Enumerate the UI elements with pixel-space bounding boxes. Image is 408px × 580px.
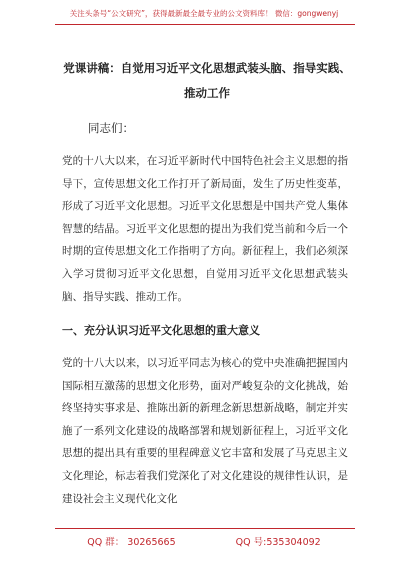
body-paragraph-1: 党的十八大以来，在习近平新时代中国特色社会主义思想的指导下，宣传思想文化工作打开了新局面，发生了历史性变革，形成了习近平文化思想。习近平文化思想是中国共产党人集体智慧的结晶。习近平文化思想的提出为我们党当前和今后一个时期的宣传思想文化工作指明了方向。新征程上，我们必须深入学习贯彻习近平文化思想，自觉用习近平文化思想武装头脑、指导实践、推动工作。 (62, 155, 348, 303)
salutation: 同志们： (88, 121, 134, 135)
footer-qq-group: QQ 群： 30265665 (87, 537, 176, 548)
footer (0, 534, 408, 548)
body-paragraph-2: 党的十八大以来，以习近平同志为核心的党中央准确把握国内国际相互激荡的思想文化形势，面对严峻复杂的文化挑战，始终坚持实事求是、推陈出新的新理念新思想新战略，制定并实施了一系列文化建设的战略部署和规划新征程上，习近平文化思想的提出具有重要的里程碑意义它丰富和发展了马克思主义文化理论，标志着我们党深化了对文化建设的规律性认识，是建设社会主义现代化文化 (62, 357, 348, 505)
header-divider (55, 24, 355, 25)
header-banner: 关注头条号“公文研究”，获得最新最全最专业的公文资料库！ 微信：gongwenyj (69, 9, 339, 18)
footer-divider (55, 528, 355, 529)
document-title: 党课讲稿：自觉用习近平文化思想武装头脑、指导实践、推动工作 (63, 61, 351, 100)
section-heading: 一、充分认识习近平文化思想的重大意义 (62, 324, 260, 337)
footer-qq-number: QQ 号:535304092 (235, 537, 321, 548)
